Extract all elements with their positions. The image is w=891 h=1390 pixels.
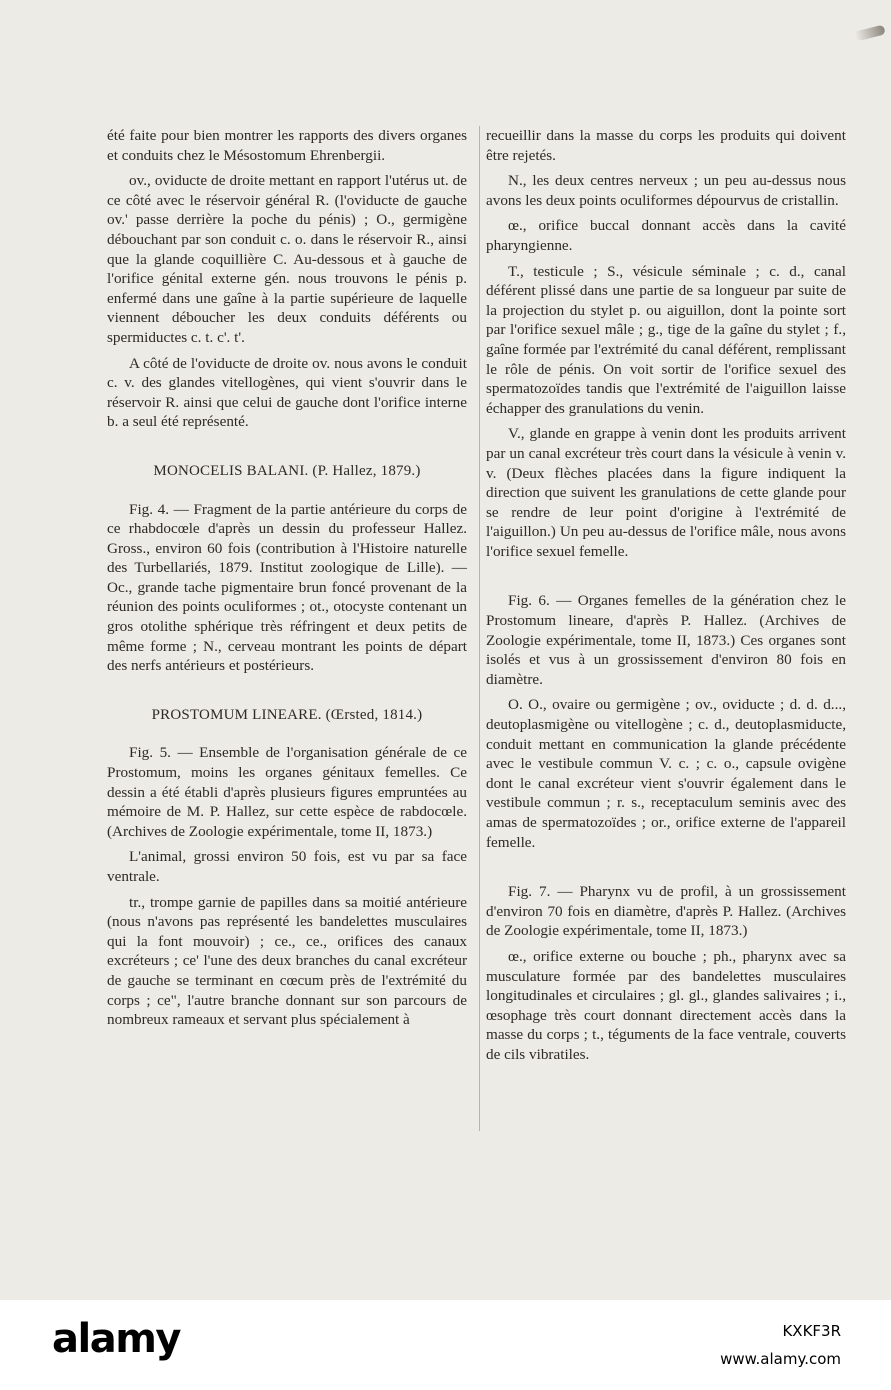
figure-caption-7: Fig. 7. — Pharynx vu de profil, à un grossissement d'environ 70 fois en diamètre, d'après P. Hallez. (Archives de Zoologie expérimentale, tome II, 1873.): [486, 883, 846, 940]
figure-caption-5: Fig. 5. — Ensemble de l'organisation générale de ce Prostomum, moins les organes génitaux femelles. Ce dessin a été établi d'après plusieurs figures empruntées au mémoire de M. P. Hallez, sur cette espèce de rabdocœle. (Archives de Zoologie expérimentale, tome II, 1873.): [107, 744, 467, 840]
figure-caption-4: Fig. 4. — Fragment de la partie antérieure du corps de ce rhabdocœle d'après un dessin du professeur Hallez. Gross., environ 60 fois (contribution à l'Histoire naturelle des Turbellariés, 1879. Institut zoologique de Lille). — Oc., grande tache pigmentaire brun foncé provenant de la réunion des points oculiformes ; ot., otocyste contenant un gros otolithe sphérique très réfringent et deux petits de même forme ; N., cerveau montrant les points de départ des nerfs antérieurs et postérieurs.: [107, 500, 467, 675]
column-divider: [479, 126, 480, 1131]
right-paragraph: T., testicule ; S., vésicule séminale ; c. d., canal déférent plissé dans une partie de sa longueur par suite de la projection du stylet p. ou aiguillon, dont la pointe sort par l'orifice sexuel mâle ; g., tige de la gaîne du stylet ; f., gaîne formée par l'extrémité du canal déférent, remplissant le rôle de pénis. On voit sortir de l'orifice sexuel des spermatozoïdes tandis que l'extrémité de l'aiguillon laisse échapper des granulations du venin.: [486, 262, 846, 417]
left-paragraph: A côté de l'oviducte de droite ov. nous avons le conduit c. v. des glandes vitellogènes, qui vient s'ouvrir dans le réservoir R. ainsi que celui de gauche dont l'orifice interne b. a seul été représenté.: [107, 354, 467, 431]
figure-caption-6: Fig. 6. — Organes femelles de la génération chez le Prostomum lineare, d'après P. Hallez. (Archives de Zoologie expérimentale, tome II, 1873.) Ces organes sont isolés et vus à un grossissement d'environ 80 fois en diamètre.: [486, 592, 846, 688]
left-paragraph: ov., oviducte de droite mettant en rapport l'utérus ut. de ce côté avec le réservoir général R. (l'oviducte de gauche ov.' passe derrière la poche du pénis) ; O., germigène débouchant par son conduit c. o. dans le réservoir R., ainsi que la glande coquillière C. Au-dessous et à gauche de l'orifice génital externe gén. nous trouvons le pénis p. enfermé dans une gaîne à la partie supérieure de laquelle viennent déboucher les deux conduits déférents ou spermiductes c. t. c'. t'.: [107, 172, 467, 346]
left-column: [107, 126, 467, 1030]
section-heading-prostomum: PROSTOMUM LINEARE. (Œrsted, 1814.): [151, 706, 423, 723]
right-paragraph: œ., orifice externe ou bouche ; ph., pharynx avec sa musculature formée par des bandelettes musculaires longitudinales et circulaires ; gl. gl., glandes salivaires ; i., œsophage très court donnant directement accès dans la masse du corps ; t., téguments de la face ventrale, couverts de cils vibratiles.: [486, 947, 846, 1063]
right-column: [486, 126, 846, 1065]
left-paragraph: tr., trompe garnie de papilles dans sa moitié antérieure (nous n'avons pas représenté les bandelettes musculaires qui la font mouvoir) ; ce., ce., orifices des canaux excréteurs ; ce' l'une des deux branches du canal excréteur de gauche se terminant en cœcum près de l'extrémité du corps ; ce", l'autre branche donnant sur son parcours de nombreux rameaux et servant plus spécialement à: [107, 893, 467, 1029]
right-paragraph: V., glande en grappe à venin dont les produits arrivent par un canal excréteur très court dans la vésicule à venin v. v. (Deux flèches placées dans la figure indiquent la direction que suivent les granulations de cette glande pour se rendre de leur point d'origine à l'extrémité de l'aiguillon.) Un peu au-dessus de l'orifice mâle, nous avons l'orifice sexuel femelle.: [486, 425, 846, 560]
site-url: www.alamy.com: [720, 1350, 841, 1368]
right-paragraph: œ., orifice buccal donnant accès dans la cavité pharyngienne.: [486, 217, 846, 254]
image-id: KXKF3R: [782, 1322, 841, 1340]
section-heading-monocelis: MONOCELIS BALANI. (P. Hallez, 1879.): [153, 462, 421, 479]
right-paragraph: O. O., ovaire ou germigène ; ov., oviducte ; d. d. d..., deutoplasmigène ou vitellogène ; c. d., deutoplasmiducte, conduit mettant en communication la glande précédente avec le vestibule commun V. c. ; c. o., capsule ovigène dont le canal excréteur vient s'ouvrir également dans le vestibule commun ; r. s., receptaculum seminis avec des amas de spermatozoïdes ; or., orifice externe de l'appareil femelle.: [486, 696, 846, 851]
left-paragraph: été faite pour bien montrer les rapports des divers organes et conduits chez le Mésostomum Ehrenbergii.: [107, 127, 467, 164]
right-paragraph: recueillir dans la masse du corps les produits qui doivent être rejetés.: [486, 127, 846, 164]
right-paragraph: N., les deux centres nerveux ; un peu au-dessus nous avons les deux points oculiformes dépourvus de cristallin.: [486, 172, 846, 209]
alamy-logo: alamy: [52, 1316, 180, 1362]
left-paragraph: L'animal, grossi environ 50 fois, est vu par sa face ventrale.: [107, 848, 467, 885]
page-corner-mark: [854, 25, 886, 42]
